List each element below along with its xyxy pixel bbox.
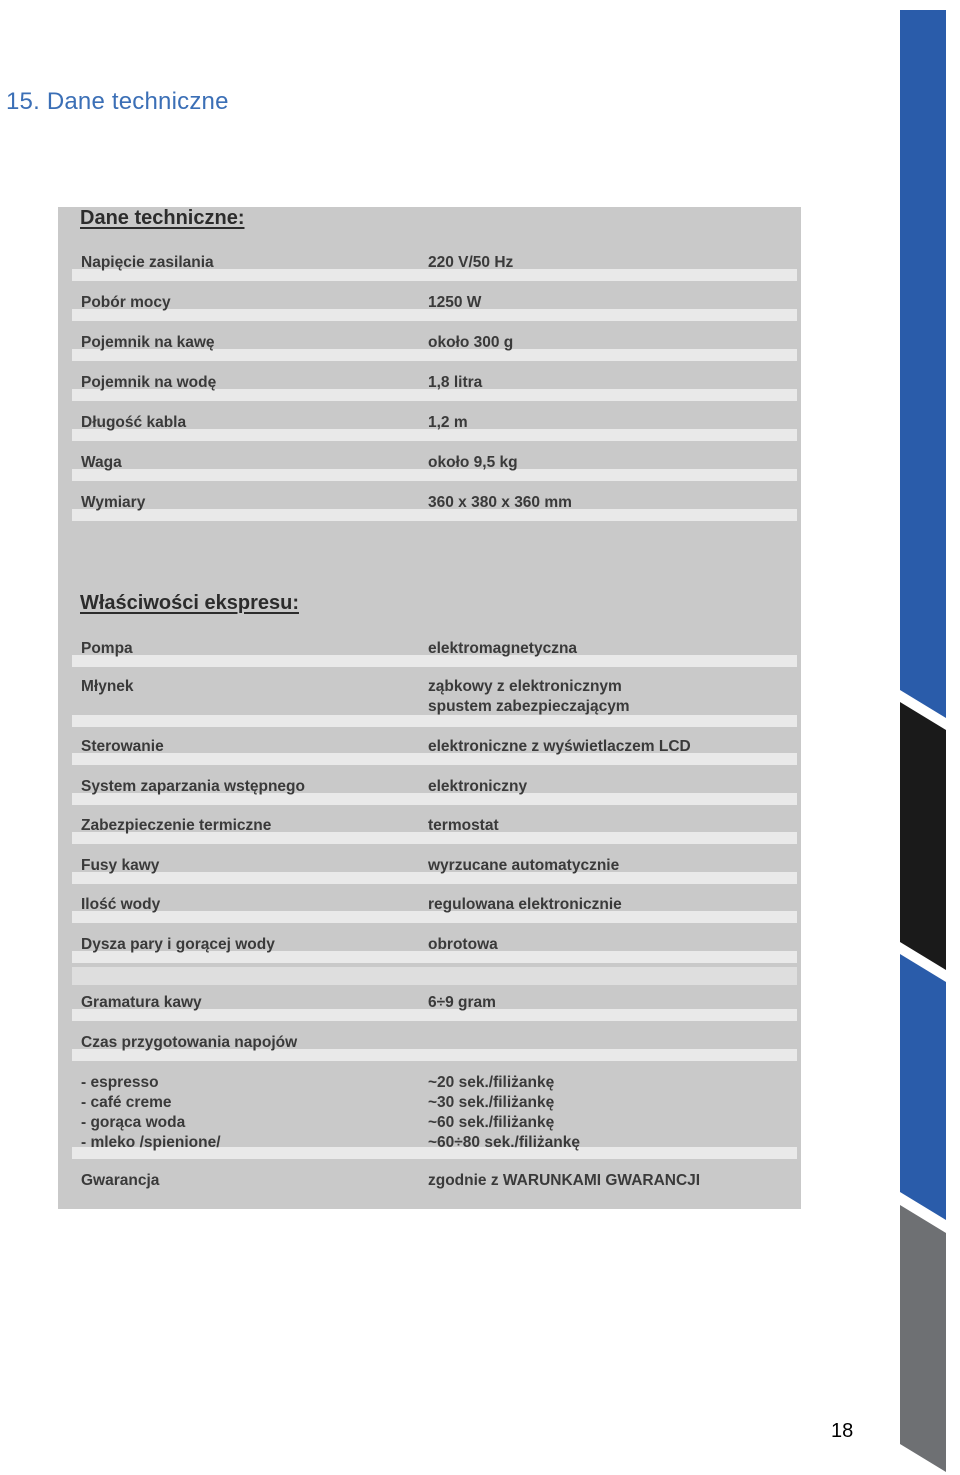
feature-row <box>58 777 801 805</box>
spec-row <box>58 293 801 321</box>
spec-value: 220 V/50 Hz <box>428 254 514 271</box>
feature-row <box>58 1033 801 1061</box>
feature-row <box>58 639 801 667</box>
section-divider <box>72 967 797 985</box>
feature-label: Pompa <box>81 640 133 657</box>
feature-label: Dysza pary i gorącej wody <box>81 936 275 953</box>
feature-row <box>58 677 801 727</box>
feature-row <box>58 737 801 765</box>
side-tab-blue <box>900 10 946 718</box>
feature-value-line: ząbkowy z elektronicznym <box>428 678 622 695</box>
feature-label: System zaparzania wstępnego <box>81 778 305 795</box>
spec-label: Waga <box>81 454 122 471</box>
feature-row <box>58 935 801 963</box>
page-heading: 15. Dane techniczne <box>6 88 229 115</box>
spec-label: Pobór mocy <box>81 294 171 311</box>
spec-label: Napięcie zasilania <box>81 254 214 271</box>
feature-value-line: spustem zabezpieczającym <box>428 698 630 715</box>
feature-value: termostat <box>428 817 499 834</box>
spec-label: Pojemnik na wodę <box>81 374 217 391</box>
side-tab-decoration <box>898 0 950 1475</box>
drink-label: - café creme <box>81 1094 172 1111</box>
spec-value: około 300 g <box>428 334 514 351</box>
feature-label: Sterowanie <box>81 738 164 755</box>
side-tab-black <box>900 702 946 970</box>
feature-label: Ilość wody <box>81 896 161 913</box>
drink-time: ~60÷80 sek./filiżankę <box>428 1134 580 1151</box>
drink-time: ~30 sek./filiżankę <box>428 1094 555 1111</box>
feature-value: elektromagnetyczna <box>428 640 578 657</box>
warranty-row <box>58 1171 801 1201</box>
feature-label: Gramatura kawy <box>81 994 202 1011</box>
spec-title: Dane techniczne: <box>80 207 245 229</box>
drinks-block <box>58 1073 801 1159</box>
spec-value: 1250 W <box>428 294 482 311</box>
feature-value: obrotowa <box>428 936 498 953</box>
spec-sheet-scan <box>58 207 801 1209</box>
spec-row <box>58 493 801 521</box>
spec-row <box>58 333 801 361</box>
spec-row <box>58 253 801 281</box>
feature-row <box>58 895 801 923</box>
feature-label: Fusy kawy <box>81 857 160 874</box>
drink-time: ~60 sek./filiżankę <box>428 1114 555 1131</box>
feature-value <box>428 677 630 717</box>
side-tab-gray <box>900 1205 946 1472</box>
spec-label: Długość kabla <box>81 414 187 431</box>
feature-value: elektroniczny <box>428 778 528 795</box>
spec-value: około 9,5 kg <box>428 454 518 471</box>
drink-label: - espresso <box>81 1074 159 1091</box>
feature-label: Zabezpieczenie termiczne <box>81 817 272 834</box>
feature-value: regulowana elektronicznie <box>428 896 622 913</box>
feature-row <box>58 993 801 1021</box>
feature-row <box>58 856 801 884</box>
spec-label: Wymiary <box>81 494 146 511</box>
spec-value: 1,8 litra <box>428 374 483 391</box>
features-title: Właściwości ekspresu: <box>80 592 299 614</box>
feature-value: 6÷9 gram <box>428 994 496 1011</box>
drink-label: - gorąca woda <box>81 1114 186 1131</box>
drink-labels <box>81 1073 221 1153</box>
drink-time: ~20 sek./filiżankę <box>428 1074 555 1091</box>
spec-value: 1,2 m <box>428 414 468 431</box>
warranty-value: zgodnie z WARUNKAMI GWARANCJI <box>428 1172 701 1189</box>
spec-value: 360 x 380 x 360 mm <box>428 494 572 511</box>
feature-label: Czas przygotowania napojów <box>81 1034 298 1051</box>
side-tab-blue-lower <box>900 954 946 1220</box>
warranty-label: Gwarancja <box>81 1172 160 1189</box>
spec-row <box>58 413 801 441</box>
spec-row <box>58 373 801 401</box>
feature-label: Młynek <box>81 678 134 695</box>
feature-value: wyrzucane automatycznie <box>428 857 620 874</box>
feature-row <box>58 816 801 844</box>
spec-label: Pojemnik na kawę <box>81 334 215 351</box>
drink-label: - mleko /spienione/ <box>81 1134 221 1151</box>
drink-values <box>428 1073 580 1153</box>
page-number: 18 <box>831 1420 854 1442</box>
spec-row <box>58 453 801 481</box>
feature-value: elektroniczne z wyświetlaczem LCD <box>428 738 691 755</box>
